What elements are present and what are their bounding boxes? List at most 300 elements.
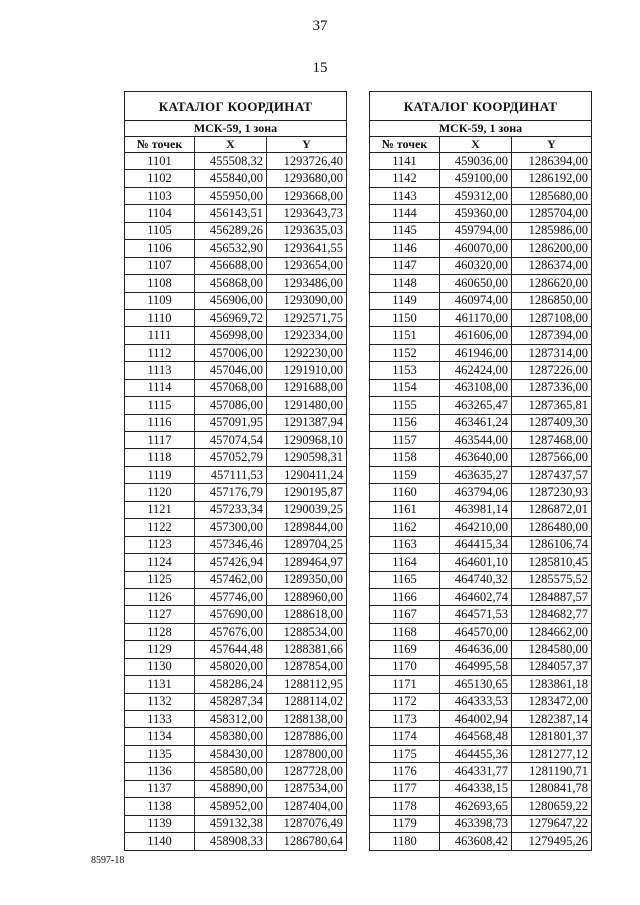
y-coordinate-cell: 1281190,71 (512, 763, 592, 780)
x-coordinate-cell: 458952,00 (195, 798, 267, 815)
point-number-cell: 1120 (125, 484, 195, 501)
column-header-x: X (195, 137, 267, 153)
table-row (370, 309, 592, 326)
y-coordinate-cell: 1281277,12 (512, 745, 592, 762)
y-coordinate-cell: 1287314,00 (512, 344, 592, 361)
table-row (370, 449, 592, 466)
y-coordinate-cell: 1293680,00 (267, 170, 347, 187)
table-row (125, 362, 347, 379)
document-code: 8597-18 (91, 855, 125, 866)
table-row (370, 275, 592, 292)
x-coordinate-cell: 456969,72 (195, 309, 267, 326)
y-coordinate-cell: 1292334,00 (267, 327, 347, 344)
table-row (125, 309, 347, 326)
x-coordinate-cell: 457046,00 (195, 362, 267, 379)
x-coordinate-cell: 458580,00 (195, 763, 267, 780)
point-number-cell: 1176 (370, 763, 440, 780)
table-row (370, 693, 592, 710)
table-row (370, 170, 592, 187)
table-row (125, 153, 347, 170)
x-coordinate-cell: 462693,65 (440, 798, 512, 815)
point-number-cell: 1175 (370, 745, 440, 762)
x-coordinate-cell: 465130,65 (440, 676, 512, 693)
x-coordinate-cell: 459132,38 (195, 815, 267, 832)
table-row (370, 833, 592, 850)
point-number-cell: 1111 (125, 327, 195, 344)
table-row (370, 641, 592, 658)
point-number-cell: 1178 (370, 798, 440, 815)
point-number-cell: 1147 (370, 257, 440, 274)
x-coordinate-cell: 464995,58 (440, 658, 512, 675)
y-coordinate-cell: 1287728,00 (267, 763, 347, 780)
y-coordinate-cell: 1293635,03 (267, 222, 347, 239)
y-coordinate-cell: 1293641,55 (267, 240, 347, 257)
x-coordinate-cell: 458890,00 (195, 780, 267, 797)
y-coordinate-cell: 1284057,37 (512, 658, 592, 675)
point-number-cell: 1179 (370, 815, 440, 832)
x-coordinate-cell: 458287,34 (195, 693, 267, 710)
x-coordinate-cell: 464338,15 (440, 780, 512, 797)
table-row (370, 763, 592, 780)
x-coordinate-cell: 463461,24 (440, 414, 512, 431)
x-coordinate-cell: 459100,00 (440, 170, 512, 187)
y-coordinate-cell: 1288534,00 (267, 623, 347, 640)
x-coordinate-cell: 458312,00 (195, 711, 267, 728)
table-row (370, 397, 592, 414)
point-number-cell: 1106 (125, 240, 195, 257)
y-coordinate-cell: 1293486,00 (267, 275, 347, 292)
table-row (125, 606, 347, 623)
point-number-cell: 1169 (370, 641, 440, 658)
table-row (370, 780, 592, 797)
table-row (370, 571, 592, 588)
x-coordinate-cell: 457074,54 (195, 432, 267, 449)
y-coordinate-cell: 1290968,10 (267, 432, 347, 449)
y-coordinate-cell: 1293726,40 (267, 153, 347, 170)
x-coordinate-cell: 459312,00 (440, 187, 512, 204)
x-coordinate-cell: 464568,48 (440, 728, 512, 745)
table-row (125, 641, 347, 658)
y-coordinate-cell: 1292571,75 (267, 309, 347, 326)
table-row (370, 588, 592, 605)
x-coordinate-cell: 460974,00 (440, 292, 512, 309)
y-coordinate-cell: 1290411,24 (267, 466, 347, 483)
y-coordinate-cell: 1288618,00 (267, 606, 347, 623)
point-number-cell: 1133 (125, 711, 195, 728)
y-coordinate-cell: 1290039,25 (267, 501, 347, 518)
x-coordinate-cell: 457746,00 (195, 588, 267, 605)
x-coordinate-cell: 460070,00 (440, 240, 512, 257)
table-row (125, 327, 347, 344)
point-number-cell: 1123 (125, 536, 195, 553)
point-number-cell: 1116 (125, 414, 195, 431)
point-number-cell: 1143 (370, 187, 440, 204)
x-coordinate-cell: 464210,00 (440, 519, 512, 536)
point-number-cell: 1115 (125, 397, 195, 414)
catalog-title: КАТАЛОГ КООРДИНАТ (370, 92, 592, 121)
point-number-cell: 1135 (125, 745, 195, 762)
table-row (125, 815, 347, 832)
table-row (125, 257, 347, 274)
x-coordinate-cell: 457426,94 (195, 554, 267, 571)
y-coordinate-cell: 1284887,57 (512, 588, 592, 605)
point-number-cell: 1153 (370, 362, 440, 379)
point-number-cell: 1180 (370, 833, 440, 850)
x-coordinate-cell: 457690,00 (195, 606, 267, 623)
table-row (370, 745, 592, 762)
point-number-cell: 1121 (125, 501, 195, 518)
x-coordinate-cell: 461170,00 (440, 309, 512, 326)
point-number-cell: 1154 (370, 379, 440, 396)
table-row (125, 554, 347, 571)
y-coordinate-cell: 1292230,00 (267, 344, 347, 361)
point-number-cell: 1168 (370, 623, 440, 640)
table-row (370, 815, 592, 832)
y-coordinate-cell: 1287468,00 (512, 432, 592, 449)
point-number-cell: 1101 (125, 153, 195, 170)
point-number-cell: 1114 (125, 379, 195, 396)
x-coordinate-cell: 464570,00 (440, 623, 512, 640)
y-coordinate-cell: 1283861,18 (512, 676, 592, 693)
y-coordinate-cell: 1288138,00 (267, 711, 347, 728)
table-row (370, 658, 592, 675)
point-number-cell: 1165 (370, 571, 440, 588)
table-row (370, 484, 592, 501)
y-coordinate-cell: 1285680,00 (512, 187, 592, 204)
point-number-cell: 1160 (370, 484, 440, 501)
x-coordinate-cell: 460650,00 (440, 275, 512, 292)
y-coordinate-cell: 1286374,00 (512, 257, 592, 274)
point-number-cell: 1163 (370, 536, 440, 553)
x-coordinate-cell: 464571,53 (440, 606, 512, 623)
y-coordinate-cell: 1293090,00 (267, 292, 347, 309)
y-coordinate-cell: 1286620,00 (512, 275, 592, 292)
table-row (125, 344, 347, 361)
point-number-cell: 1155 (370, 397, 440, 414)
point-number-cell: 1148 (370, 275, 440, 292)
point-number-cell: 1158 (370, 449, 440, 466)
table-row (125, 780, 347, 797)
y-coordinate-cell: 1289844,00 (267, 519, 347, 536)
y-coordinate-cell: 1286780,64 (267, 833, 347, 850)
y-coordinate-cell: 1286200,00 (512, 240, 592, 257)
x-coordinate-cell: 457346,46 (195, 536, 267, 553)
table-row (125, 745, 347, 762)
table-row (370, 292, 592, 309)
y-coordinate-cell: 1288381,66 (267, 641, 347, 658)
point-number-cell: 1107 (125, 257, 195, 274)
x-coordinate-cell: 456868,00 (195, 275, 267, 292)
table-row (370, 519, 592, 536)
point-number-cell: 1109 (125, 292, 195, 309)
point-number-cell: 1172 (370, 693, 440, 710)
point-number-cell: 1103 (125, 187, 195, 204)
table-row (125, 833, 347, 850)
table-row (370, 240, 592, 257)
y-coordinate-cell: 1286850,00 (512, 292, 592, 309)
x-coordinate-cell: 460320,00 (440, 257, 512, 274)
x-coordinate-cell: 457006,00 (195, 344, 267, 361)
x-coordinate-cell: 463108,00 (440, 379, 512, 396)
table-row (370, 257, 592, 274)
point-number-cell: 1173 (370, 711, 440, 728)
column-header-x: X (440, 137, 512, 153)
point-number-cell: 1159 (370, 466, 440, 483)
x-coordinate-cell: 456532,90 (195, 240, 267, 257)
y-coordinate-cell: 1293654,00 (267, 257, 347, 274)
column-header-point-number: № точек (370, 137, 440, 153)
x-coordinate-cell: 464601,10 (440, 554, 512, 571)
table-row (125, 222, 347, 239)
x-coordinate-cell: 457233,34 (195, 501, 267, 518)
table-row (370, 554, 592, 571)
point-number-cell: 1110 (125, 309, 195, 326)
y-coordinate-cell: 1290195,87 (267, 484, 347, 501)
point-number-cell: 1167 (370, 606, 440, 623)
y-coordinate-cell: 1280841,78 (512, 780, 592, 797)
table-row (125, 449, 347, 466)
table-row (370, 327, 592, 344)
y-coordinate-cell: 1283472,00 (512, 693, 592, 710)
point-number-cell: 1151 (370, 327, 440, 344)
point-number-cell: 1137 (125, 780, 195, 797)
point-number-cell: 1157 (370, 432, 440, 449)
x-coordinate-cell: 463794,06 (440, 484, 512, 501)
point-number-cell: 1170 (370, 658, 440, 675)
x-coordinate-cell: 458020,00 (195, 658, 267, 675)
table-row (125, 379, 347, 396)
y-coordinate-cell: 1284682,77 (512, 606, 592, 623)
y-coordinate-cell: 1287800,00 (267, 745, 347, 762)
y-coordinate-cell: 1287230,93 (512, 484, 592, 501)
x-coordinate-cell: 455840,00 (195, 170, 267, 187)
column-header-y: Y (267, 137, 347, 153)
coordinate-system-label: МСК-59, 1 зона (370, 121, 592, 137)
y-coordinate-cell: 1284662,00 (512, 623, 592, 640)
table-row (125, 588, 347, 605)
table-row (370, 344, 592, 361)
table-row (125, 275, 347, 292)
column-header-point-number: № точек (125, 137, 195, 153)
table-row (370, 153, 592, 170)
x-coordinate-cell: 464740,32 (440, 571, 512, 588)
coordinates-table-left (124, 91, 347, 851)
table-row (125, 711, 347, 728)
table-row (370, 798, 592, 815)
y-coordinate-cell: 1287437,57 (512, 466, 592, 483)
point-number-cell: 1164 (370, 554, 440, 571)
x-coordinate-cell: 463981,14 (440, 501, 512, 518)
point-number-cell: 1156 (370, 414, 440, 431)
y-coordinate-cell: 1288960,00 (267, 588, 347, 605)
y-coordinate-cell: 1286106,74 (512, 536, 592, 553)
x-coordinate-cell: 458380,00 (195, 728, 267, 745)
y-coordinate-cell: 1288112,95 (267, 676, 347, 693)
table-row (125, 187, 347, 204)
x-coordinate-cell: 457068,00 (195, 379, 267, 396)
y-coordinate-cell: 1285810,45 (512, 554, 592, 571)
table-row (370, 414, 592, 431)
x-coordinate-cell: 459360,00 (440, 205, 512, 222)
point-number-cell: 1149 (370, 292, 440, 309)
table-row (370, 623, 592, 640)
point-number-cell: 1117 (125, 432, 195, 449)
y-coordinate-cell: 1286480,00 (512, 519, 592, 536)
point-number-cell: 1145 (370, 222, 440, 239)
x-coordinate-cell: 457300,00 (195, 519, 267, 536)
x-coordinate-cell: 455950,00 (195, 187, 267, 204)
y-coordinate-cell: 1280659,22 (512, 798, 592, 815)
point-number-cell: 1171 (370, 676, 440, 693)
y-coordinate-cell: 1286872,01 (512, 501, 592, 518)
y-coordinate-cell: 1287365,81 (512, 397, 592, 414)
y-coordinate-cell: 1291480,00 (267, 397, 347, 414)
sheet-number: 15 (312, 60, 328, 76)
y-coordinate-cell: 1293668,00 (267, 187, 347, 204)
point-number-cell: 1174 (370, 728, 440, 745)
x-coordinate-cell: 456289,26 (195, 222, 267, 239)
table-row (370, 222, 592, 239)
point-number-cell: 1177 (370, 780, 440, 797)
y-coordinate-cell: 1286192,00 (512, 170, 592, 187)
table-row (125, 798, 347, 815)
table-row (125, 240, 347, 257)
table-row (125, 484, 347, 501)
x-coordinate-cell: 463544,00 (440, 432, 512, 449)
y-coordinate-cell: 1284580,00 (512, 641, 592, 658)
y-coordinate-cell: 1287854,00 (267, 658, 347, 675)
x-coordinate-cell: 456998,00 (195, 327, 267, 344)
coordinate-system-label: МСК-59, 1 зона (125, 121, 347, 137)
x-coordinate-cell: 464331,77 (440, 763, 512, 780)
table-row (125, 170, 347, 187)
point-number-cell: 1166 (370, 588, 440, 605)
x-coordinate-cell: 463265,47 (440, 397, 512, 414)
table-row (125, 292, 347, 309)
table-row (370, 676, 592, 693)
x-coordinate-cell: 464002,94 (440, 711, 512, 728)
table-row (370, 432, 592, 449)
point-number-cell: 1146 (370, 240, 440, 257)
y-coordinate-cell: 1287566,00 (512, 449, 592, 466)
x-coordinate-cell: 457176,79 (195, 484, 267, 501)
y-coordinate-cell: 1281801,37 (512, 728, 592, 745)
x-coordinate-cell: 463398,73 (440, 815, 512, 832)
x-coordinate-cell: 464415,34 (440, 536, 512, 553)
x-coordinate-cell: 457052,79 (195, 449, 267, 466)
point-number-cell: 1152 (370, 344, 440, 361)
point-number-cell: 1125 (125, 571, 195, 588)
point-number-cell: 1104 (125, 205, 195, 222)
y-coordinate-cell: 1285575,52 (512, 571, 592, 588)
y-coordinate-cell: 1279495,26 (512, 833, 592, 850)
y-coordinate-cell: 1291387,94 (267, 414, 347, 431)
x-coordinate-cell: 456143,51 (195, 205, 267, 222)
x-coordinate-cell: 463640,00 (440, 449, 512, 466)
point-number-cell: 1130 (125, 658, 195, 675)
point-number-cell: 1112 (125, 344, 195, 361)
point-number-cell: 1102 (125, 170, 195, 187)
point-number-cell: 1118 (125, 449, 195, 466)
table-row (370, 466, 592, 483)
y-coordinate-cell: 1291910,00 (267, 362, 347, 379)
point-number-cell: 1113 (125, 362, 195, 379)
x-coordinate-cell: 457111,53 (195, 466, 267, 483)
point-number-cell: 1136 (125, 763, 195, 780)
y-coordinate-cell: 1290598,31 (267, 449, 347, 466)
y-coordinate-cell: 1287404,00 (267, 798, 347, 815)
point-number-cell: 1140 (125, 833, 195, 850)
x-coordinate-cell: 463635,27 (440, 466, 512, 483)
table-row (370, 606, 592, 623)
point-number-cell: 1126 (125, 588, 195, 605)
table-row (370, 187, 592, 204)
table-row (125, 728, 347, 745)
point-number-cell: 1161 (370, 501, 440, 518)
y-coordinate-cell: 1286394,00 (512, 153, 592, 170)
table-row (125, 676, 347, 693)
table-row (125, 623, 347, 640)
x-coordinate-cell: 464636,00 (440, 641, 512, 658)
point-number-cell: 1128 (125, 623, 195, 640)
table-row (125, 763, 347, 780)
x-coordinate-cell: 457091,95 (195, 414, 267, 431)
y-coordinate-cell: 1287226,00 (512, 362, 592, 379)
table-row (125, 571, 347, 588)
column-header-y: Y (512, 137, 592, 153)
y-coordinate-cell: 1291688,00 (267, 379, 347, 396)
y-coordinate-cell: 1287336,00 (512, 379, 592, 396)
point-number-cell: 1138 (125, 798, 195, 815)
x-coordinate-cell: 456688,00 (195, 257, 267, 274)
table-row (370, 728, 592, 745)
y-coordinate-cell: 1282387,14 (512, 711, 592, 728)
table-row (370, 362, 592, 379)
y-coordinate-cell: 1287886,00 (267, 728, 347, 745)
x-coordinate-cell: 459794,00 (440, 222, 512, 239)
point-number-cell: 1150 (370, 309, 440, 326)
point-number-cell: 1141 (370, 153, 440, 170)
x-coordinate-cell: 457462,00 (195, 571, 267, 588)
x-coordinate-cell: 458286,24 (195, 676, 267, 693)
point-number-cell: 1127 (125, 606, 195, 623)
point-number-cell: 1139 (125, 815, 195, 832)
y-coordinate-cell: 1289704,25 (267, 536, 347, 553)
y-coordinate-cell: 1287394,00 (512, 327, 592, 344)
page-number: 37 (312, 18, 328, 34)
point-number-cell: 1122 (125, 519, 195, 536)
table-row (370, 379, 592, 396)
point-number-cell: 1131 (125, 676, 195, 693)
x-coordinate-cell: 463608,42 (440, 833, 512, 850)
table-row (370, 501, 592, 518)
point-number-cell: 1129 (125, 641, 195, 658)
x-coordinate-cell: 456906,00 (195, 292, 267, 309)
table-row (125, 501, 347, 518)
point-number-cell: 1144 (370, 205, 440, 222)
x-coordinate-cell: 461606,00 (440, 327, 512, 344)
y-coordinate-cell: 1285986,00 (512, 222, 592, 239)
point-number-cell: 1105 (125, 222, 195, 239)
x-coordinate-cell: 457676,00 (195, 623, 267, 640)
y-coordinate-cell: 1287076,49 (267, 815, 347, 832)
x-coordinate-cell: 457086,00 (195, 397, 267, 414)
table-row (125, 658, 347, 675)
table-row (125, 205, 347, 222)
point-number-cell: 1162 (370, 519, 440, 536)
table-row (125, 414, 347, 431)
table-row (370, 711, 592, 728)
